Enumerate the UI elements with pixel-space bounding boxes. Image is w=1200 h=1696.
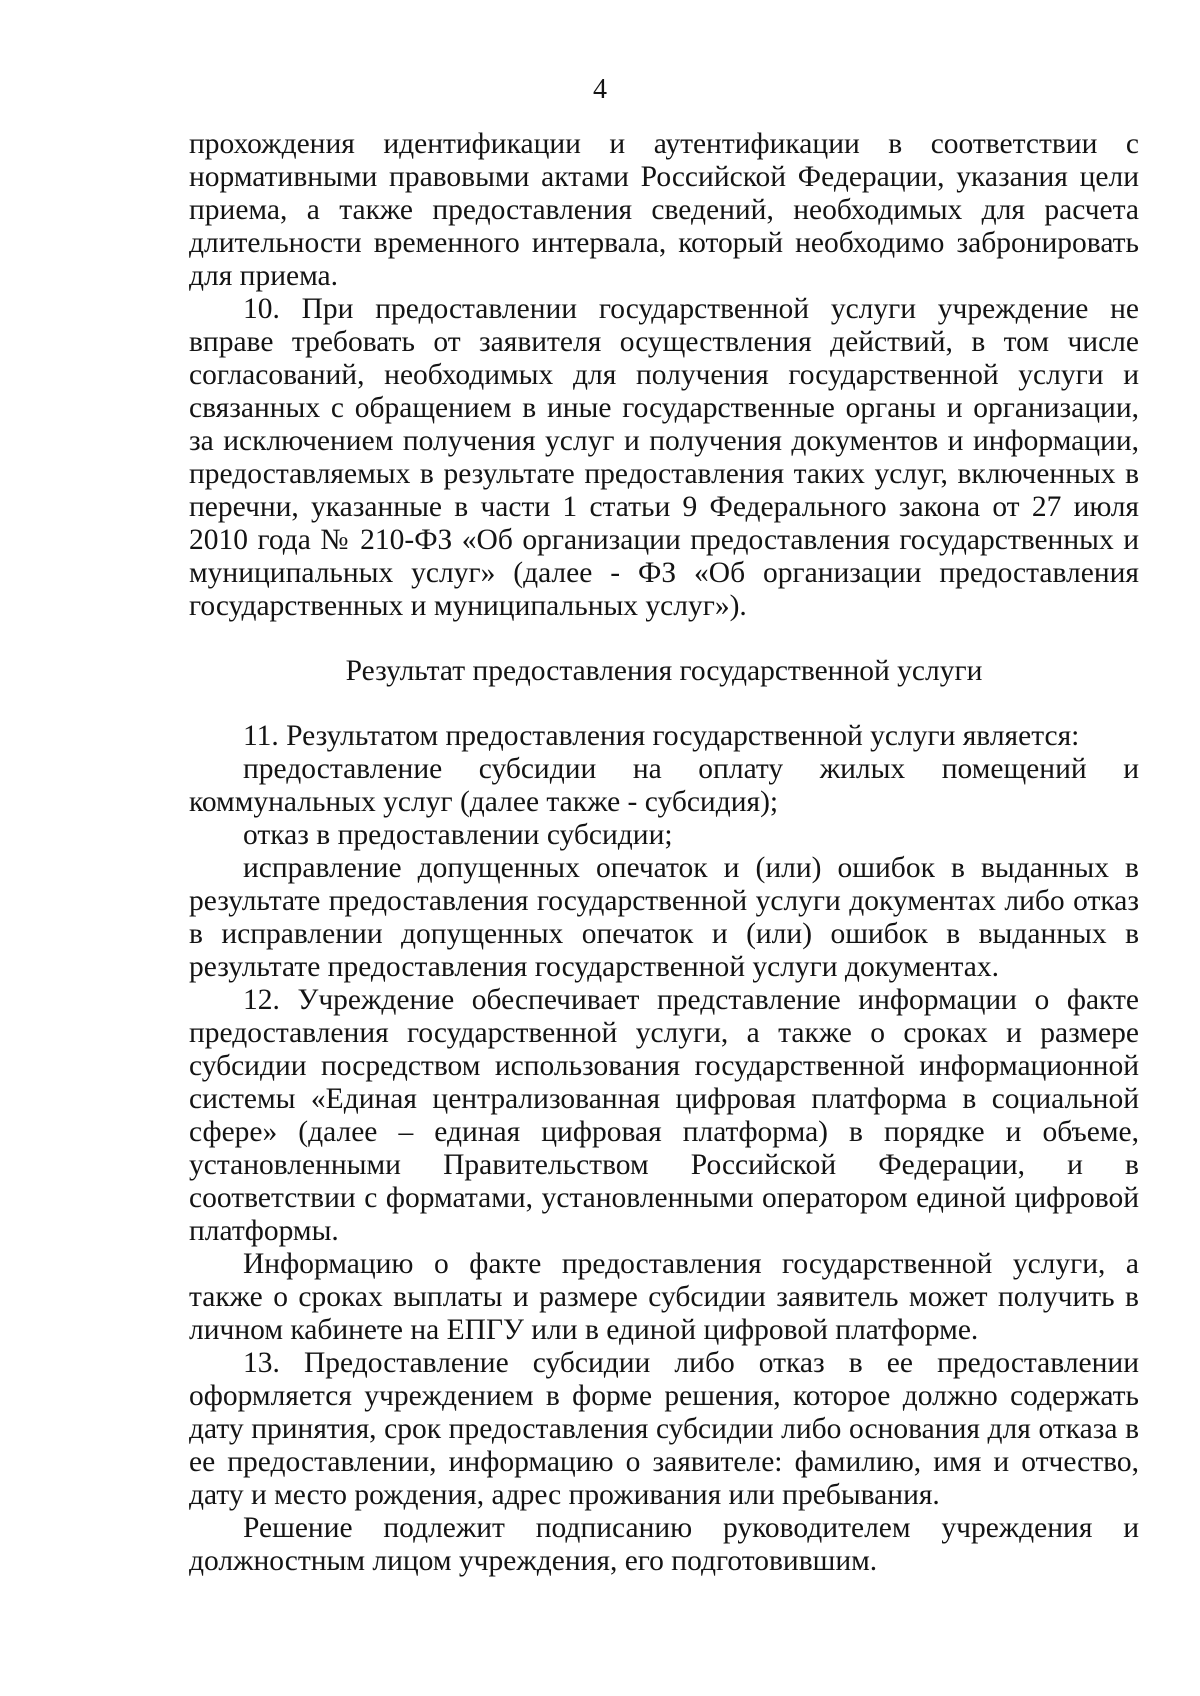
- paragraph-item-12: 12. Учреждение обеспечивает представление информации о факте предоставления государственной услуги, а также о сроках и размере субсидии посредством использования государственной информационной системы «Единая централизованная цифровая платформа в социальной сфере» (далее – единая цифровая платформа) в порядке и объеме, установленными Правительством Российской Федерации, и в соответствии с форматами, установленными оператором единой цифровой платформы.: [189, 984, 1139, 1247]
- paragraph-information: Информацию о факте предоставления государственной услуги, а также о сроках выплаты и размере субсидии заявитель может получить в личном кабинете на ЕПГУ или в единой цифровой платформе.: [189, 1248, 1139, 1346]
- paragraph-continuation: прохождения идентификации и аутентификации в соответствии с нормативными правовыми актами Российской Федерации, указания цели приема, а также предоставления сведений, необходимых для расчета длительности временного интервала, который необходимо забронировать для приема.: [189, 128, 1139, 292]
- paragraph-result-correction: исправление допущенных опечаток и (или) ошибок в выданных в результате предоставления государственной услуги документах либо отказ в исправлении допущенных опечаток и (или) ошибок в выданных в результате предоставления государственной услуги документах.: [189, 852, 1139, 983]
- paragraph-item-13: 13. Предоставление субсидии либо отказ в ее предоставлении оформляется учреждением в форме решения, которое должно содержать дату принятия, срок предоставления субсидии либо основания для отказа в ее предоставлении, информацию о заявителе: фамилию, имя и отчество, дату и место рождения, адрес проживания или пребывания.: [189, 1347, 1139, 1511]
- paragraph-item-10: 10. При предоставлении государственной услуги учреждение не вправе требовать от заявителя осуществления действий, в том числе согласований, необходимых для получения государственной услуги и связанных с обращением в иные государственные органы и организации, за исключением получения услуг и получения документов и информации, предоставляемых в результате предоставления таких услуг, включенных в перечни, указанные в части 1 статьи 9 Федерального закона от 27 июля 2010 года № 210-ФЗ «Об организации предоставления государственных и муниципальных услуг» (далее - ФЗ «Об организации предоставления государственных и муниципальных услуг»).: [189, 293, 1139, 622]
- section-heading: Результат предоставления государственной услуги: [345, 655, 983, 687]
- paragraph-item-11: 11. Результатом предоставления государственной услуги является:: [243, 720, 1080, 752]
- paragraph-result-subsidy: предоставление субсидии на оплату жилых помещений и коммунальных услуг (далее также - субсидия);: [189, 753, 1139, 818]
- paragraph-decision-signing: Решение подлежит подписанию руководителем учреждения и должностным лицом учреждения, его подготовившим.: [189, 1512, 1139, 1577]
- document-body: [189, 128, 1139, 1578]
- page-number: 4: [593, 74, 607, 105]
- paragraph-result-refusal: отказ в предоставлении субсидии;: [243, 819, 673, 851]
